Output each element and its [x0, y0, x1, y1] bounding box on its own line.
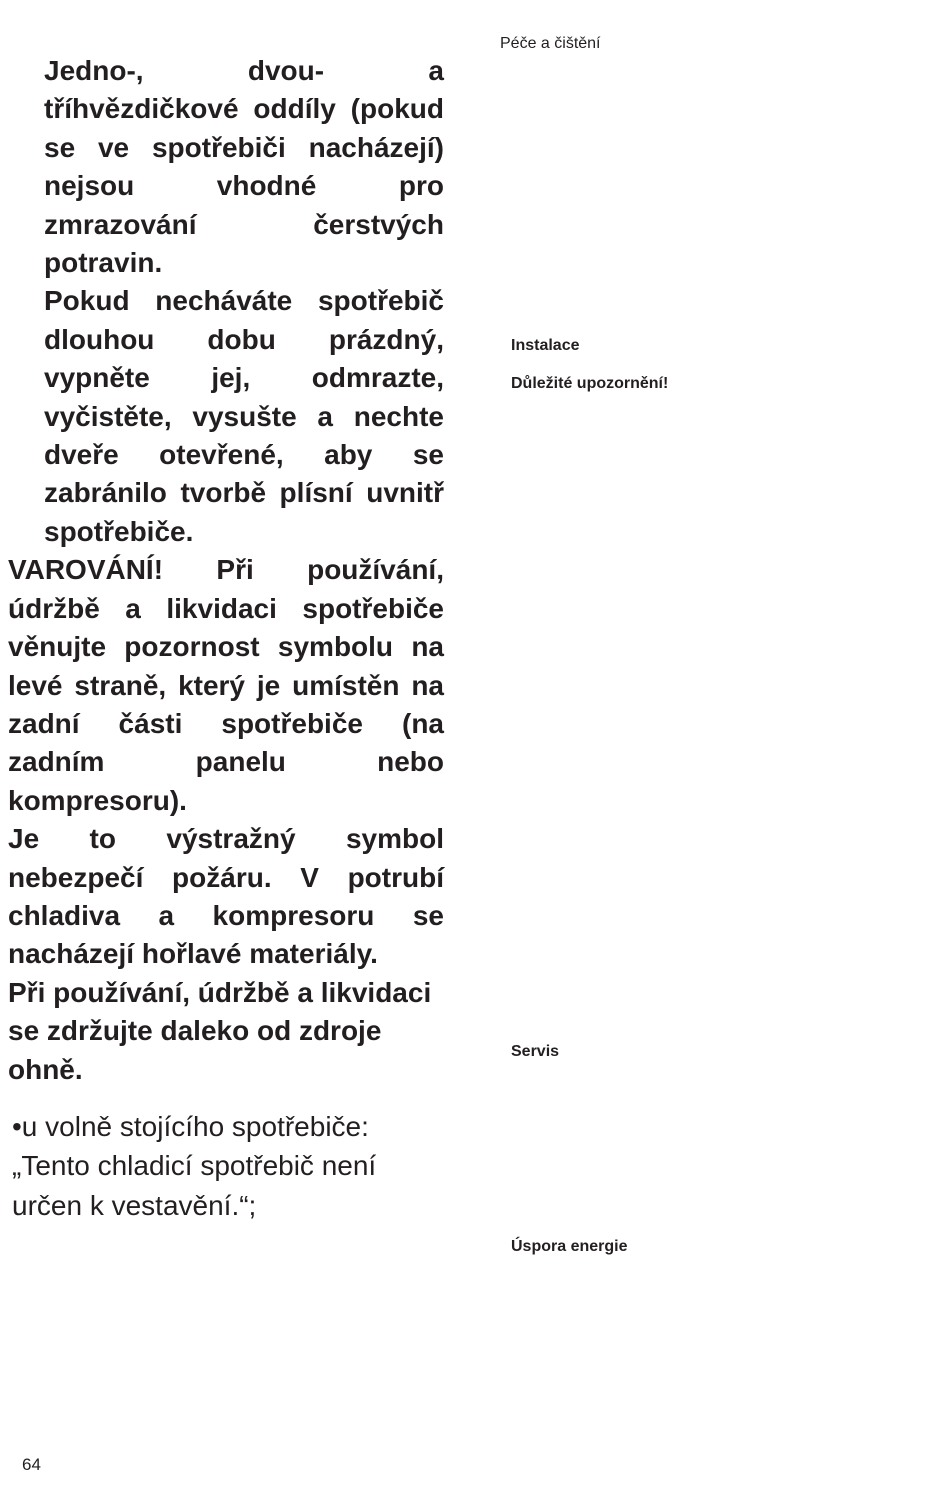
heading-dulezite-upozorneni: Důležité upozornění!	[511, 375, 669, 392]
paragraph-fire-symbol: Je to výstražný symbol nebezpečí požáru. V potrubí chladiva a kompresoru se nacházejí hořlavé materiály.	[8, 823, 444, 970]
bullet-freestanding: •u volně stojícího spotřebiče:	[12, 1110, 369, 1142]
paragraph-warning: VAROVÁNÍ! Při používání, údržbě a likvidaci spotřebiče věnujte pozornost symbolu na levé straně, který je umístěn na zadní části spotřebiče (na zadním panelu nebo kompresoru).	[8, 554, 444, 816]
heading-uspora-energie: Úspora energie	[511, 1238, 628, 1255]
main-text-column	[8, 52, 444, 1225]
heading-servis: Servis	[511, 1043, 560, 1060]
paragraph-star-compartments: Jedno-, dvou- a tříhvězdičkové oddíly (pokud se ve spotřebiči nacházejí) nejsou vhodné pro zmrazování čerstvých potravin.	[44, 55, 444, 279]
paragraph-keep-away-fire: Při používání, údržbě a likvidaci se zdržujte daleko od zdroje ohně.	[8, 976, 432, 1085]
paragraph-empty-appliance: Pokud necháváte spotřebič dlouhou dobu prázdný, vypněte jej, odmrazte, vyčistěte, vysušte a nechte dveře otevřené, aby se zabránilo tvorbě plísní uvnitř spotřebiče.	[44, 285, 444, 547]
freestanding-note	[8, 1107, 432, 1226]
quote-line-2: určen k vestavění.“;	[12, 1189, 257, 1221]
heading-instalace: Instalace	[511, 337, 580, 354]
page-number: 64	[22, 1455, 41, 1474]
section-title: Péče a čištění	[500, 35, 601, 52]
quote-line-1: „Tento chladicí spotřebič není	[12, 1150, 377, 1182]
